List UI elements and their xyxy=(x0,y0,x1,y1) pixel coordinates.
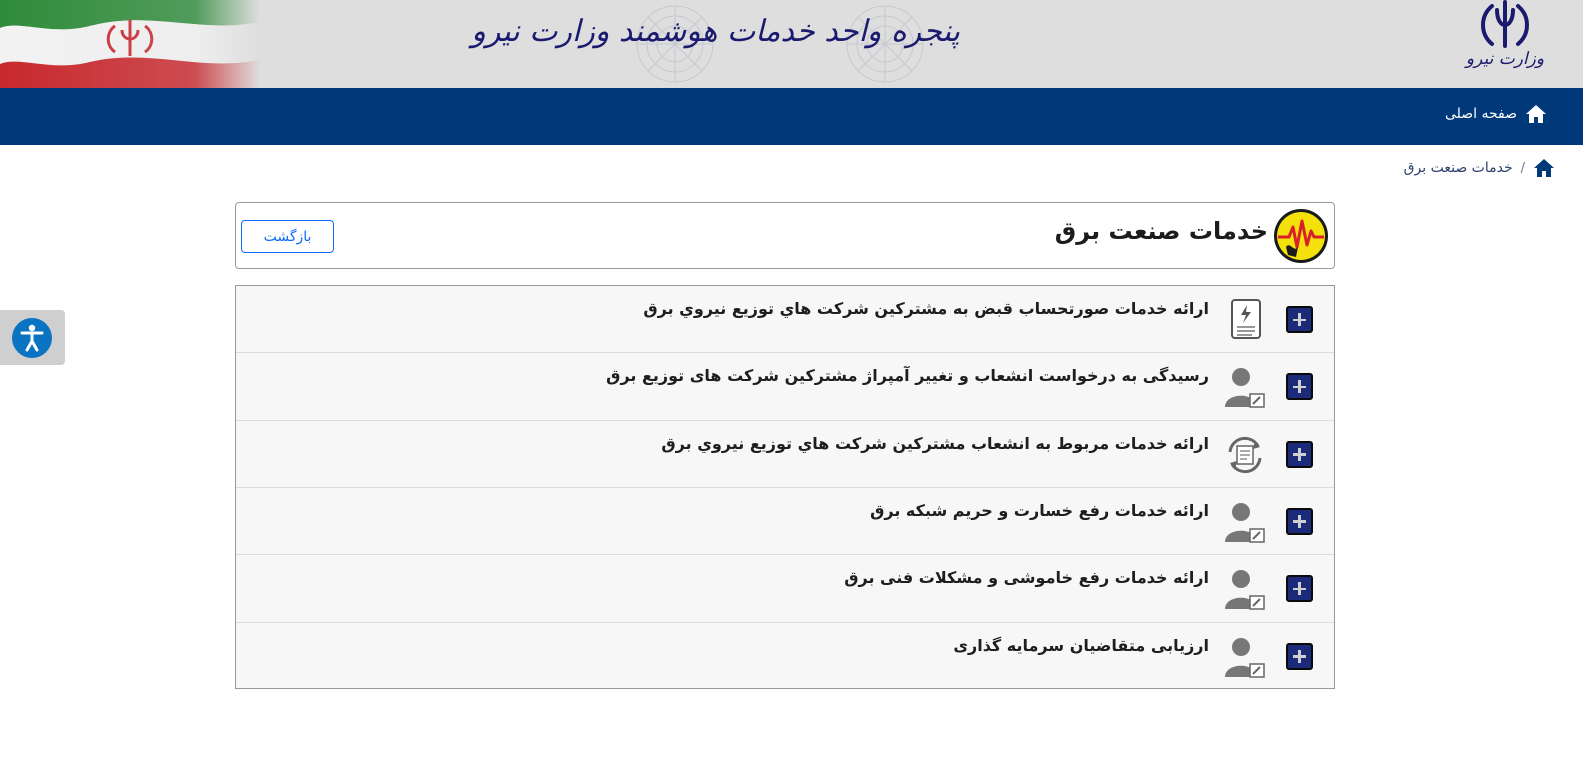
service-row[interactable] xyxy=(236,421,1334,488)
service-label[interactable]: ارائه خدمات رفع خسارت و حریم شبکه برق xyxy=(870,500,1209,520)
expand-plus-button[interactable] xyxy=(1286,306,1313,333)
expand-plus-button[interactable] xyxy=(1286,373,1313,400)
accessibility-person-icon xyxy=(12,318,52,358)
service-row[interactable] xyxy=(236,488,1334,555)
expand-plus-button[interactable] xyxy=(1286,508,1313,535)
breadcrumb-current: خدمات صنعت برق xyxy=(1403,160,1513,176)
accessibility-widget[interactable] xyxy=(0,310,65,365)
nav-home-link[interactable] xyxy=(1445,104,1547,124)
breadcrumb xyxy=(1404,158,1555,178)
user-edit-icon xyxy=(1222,364,1268,410)
user-edit-icon xyxy=(1222,566,1268,612)
service-label[interactable]: ارزیابی متقاضیان سرمایه گذاری xyxy=(953,635,1209,655)
nav-home-label: صفحه اصلی xyxy=(1444,106,1517,122)
electric-bill-icon xyxy=(1222,297,1268,343)
electric-industry-icon xyxy=(1272,207,1330,265)
iran-flag-image xyxy=(0,0,260,88)
portal-title: پنجره واحد خدمات هوشمند وزارت نیرو xyxy=(471,14,960,49)
service-row[interactable] xyxy=(236,286,1334,353)
service-label[interactable]: ارائه خدمات صورتحساب قبض به مشترکین شرکت هاي توزيع نيروي برق xyxy=(643,299,1209,318)
service-row[interactable] xyxy=(236,623,1334,690)
expand-plus-button[interactable] xyxy=(1286,441,1313,468)
services-list xyxy=(235,285,1335,689)
breadcrumb-separator: / xyxy=(1520,160,1525,176)
breadcrumb-home-icon[interactable] xyxy=(1533,158,1555,178)
home-icon xyxy=(1525,104,1547,124)
service-label[interactable]: رسیدگی به درخواست انشعاب و تغییر آمپراژ مشترکین شرکت های توزیع برق xyxy=(606,366,1209,386)
back-button[interactable]: بازگشت xyxy=(241,220,334,253)
ministry-logo[interactable] xyxy=(1450,0,1560,88)
service-row[interactable] xyxy=(236,353,1334,420)
document-cycle-icon xyxy=(1222,432,1268,478)
service-label[interactable]: ارائه خدمات رفع خاموشی و مشکلات فنی برق xyxy=(844,568,1209,588)
portal-title-calligraphy xyxy=(471,0,960,88)
service-label[interactable]: ارائه خدمات مربوط به انشعاب مشترکين شرکت هاي توزيع نيروي برق xyxy=(661,433,1209,453)
accessibility-button[interactable] xyxy=(12,318,52,358)
user-edit-icon xyxy=(1222,634,1268,680)
service-row[interactable] xyxy=(236,555,1334,622)
section-title: خدمات صنعت برق xyxy=(1054,217,1268,245)
expand-plus-button[interactable] xyxy=(1286,643,1313,670)
user-edit-icon xyxy=(1222,499,1268,545)
section-header-card xyxy=(235,202,1335,269)
ministry-name: وزارت نیرو xyxy=(1465,49,1545,69)
header-banner xyxy=(0,0,1583,88)
ministry-emblem-icon xyxy=(1475,0,1535,50)
main-navbar xyxy=(0,88,1583,145)
expand-plus-button[interactable] xyxy=(1286,575,1313,602)
